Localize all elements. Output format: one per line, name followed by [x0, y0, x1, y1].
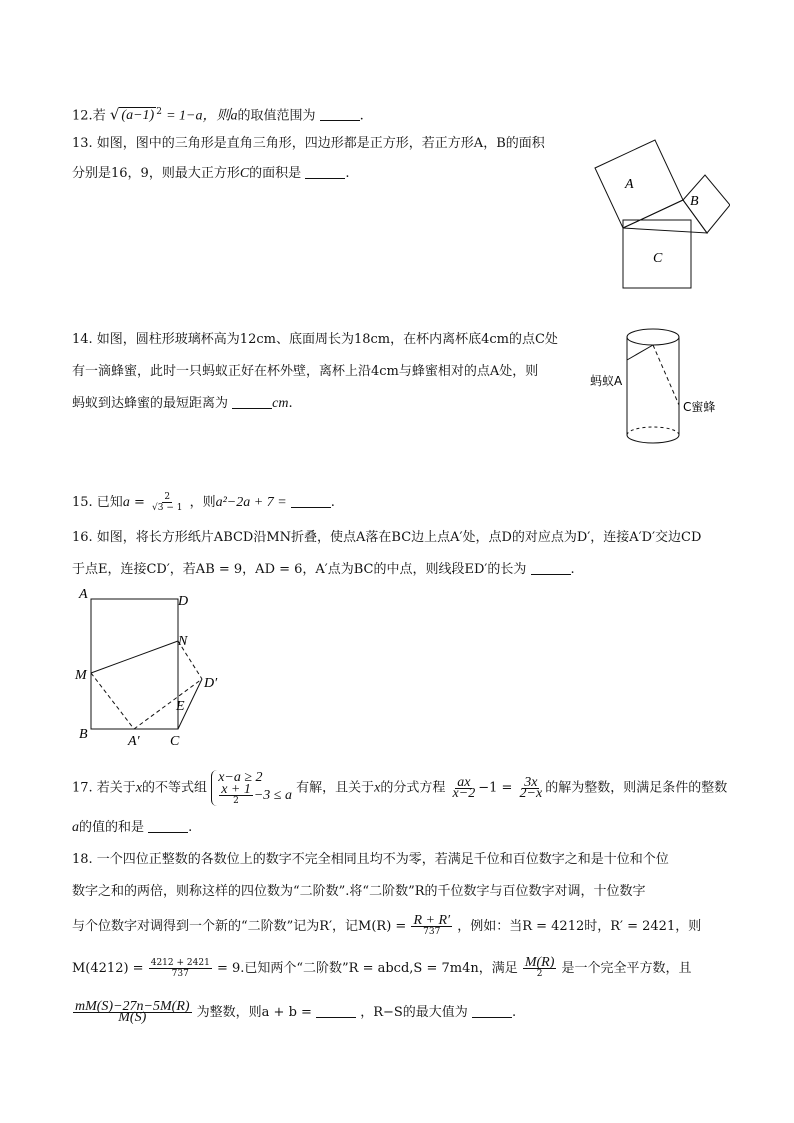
ant-label: 蚂蚁A [590, 374, 623, 388]
cylinder-top [627, 329, 679, 345]
question-18-line-4: M(4212) = $\frac{4212 + 2421}{737}$ = 9.已知两个“二阶数”R = abcd,S = 7m4n，满足 $\frac{M(R)}{2}$ 是一个完全平方数，且 [72, 955, 692, 979]
question-16-line-2: 于点E，连接CD′，若AB = 9，AD = 6，A′点为BC的中点，则线段ED′的长为 . [72, 562, 575, 577]
svg-text:B: B [79, 727, 88, 742]
question-17-line-1: 17. 若关于x的不等式组 x−a ≥ 2 $\frac{x + 1}{2}$ −3 ≤ a 有解，且关于x的分式方程 $\frac{ax}{x-2}$ −1 = $\frac{3x}{2-x}$ 的解为整数，则满足条件的整数 [72, 770, 728, 806]
question-18-line-2: 数字之和的两倍，则称这样的四位数为“二阶数”.将“二阶数”R的千位数字与百位数字对调，十位数字 [72, 884, 646, 899]
svg-text:D′: D′ [204, 676, 218, 691]
answer-blank[interactable] [148, 818, 188, 833]
question-13-line-1: 13. 如图，图中的三角形是直角三角形，四边形都是正方形，若正方形A，B的面积 [72, 136, 545, 151]
square-a [595, 140, 683, 228]
question-18-line-1: 18. 一个四位正整数的各数位上的数字不完全相同且均不为零，若满足千位和百位数字之和是十位和个位 [72, 852, 669, 867]
question-18-line-5: $\frac{mM(S)-27n-5M(R)}{M(S)}$ 为整数，则a + b = ，R−S的最大值为 . [75, 999, 517, 1025]
svg-text:C: C [170, 734, 180, 749]
svg-text:A: A [79, 587, 88, 602]
rectangle-abcd [91, 599, 178, 729]
svg-text:A′: A′ [128, 734, 140, 749]
answer-blank[interactable] [531, 560, 571, 575]
fold-line-mn [91, 641, 178, 673]
answer-blank[interactable] [305, 164, 345, 179]
svg-text:N: N [178, 634, 188, 649]
label-a: A [625, 177, 634, 192]
figure-squares [585, 125, 730, 295]
question-14-line-3: 蚂蚁到达蜂蜜的最短距离为 cm. [72, 396, 293, 411]
figure-rectangle-fold [72, 585, 232, 750]
question-16-line-1: 16. 如图，将长方形纸片ABCD沿MN折叠，使点A落在BC边上点A′处，点D的对应点为D′，连接A′D′交边CD [72, 530, 702, 545]
inequality-system: x−a ≥ 2 $\frac{x + 1}{2}$ −3 ≤ a [211, 770, 292, 806]
question-17-line-2: a的值的和是 . [72, 820, 193, 835]
question-12: 12.若 √ (a−1) $^2$ = 1−a，则a的取值范围为 . [72, 105, 364, 124]
svg-text:M: M [75, 668, 87, 683]
answer-blank-2[interactable] [472, 1003, 512, 1018]
question-14-line-1: 14. 如图，圆柱形玻璃杯高为12cm、底面周长为18cm，在杯内离杯底4cm的点C处 [72, 332, 558, 347]
question-18-line-3: 与个位数字对调得到一个新的“二阶数”记为R′，记M(R) = $\frac{R + R'}{737}$ ，例如：当R = 4212时，R′ = 2421，则 [72, 913, 702, 937]
cylinder-bottom [627, 435, 679, 443]
label-c: C [653, 251, 663, 266]
answer-blank-1[interactable] [316, 1003, 356, 1018]
question-13-line-2: 分别是16，9，则最大正方形C的面积是 . [72, 166, 350, 181]
answer-blank[interactable] [320, 106, 360, 121]
answer-blank[interactable] [291, 493, 331, 508]
honey-label: C蜜蜂 [683, 400, 716, 414]
label-b: B [690, 194, 699, 209]
answer-blank[interactable] [232, 394, 272, 409]
figure-cylinder [588, 320, 738, 450]
question-14-line-2: 有一滴蜂蜜，此时一只蚂蚁正好在杯外壁，离杯上沿4cm与蜂蜜相对的点A处，则 [72, 364, 539, 379]
svg-text:D: D [178, 594, 189, 609]
question-15: 15. 已知a = $\frac{2}{√3 - 1}$ ，则a²−2a + 7 = . [72, 492, 335, 513]
svg-text:E: E [176, 699, 185, 714]
